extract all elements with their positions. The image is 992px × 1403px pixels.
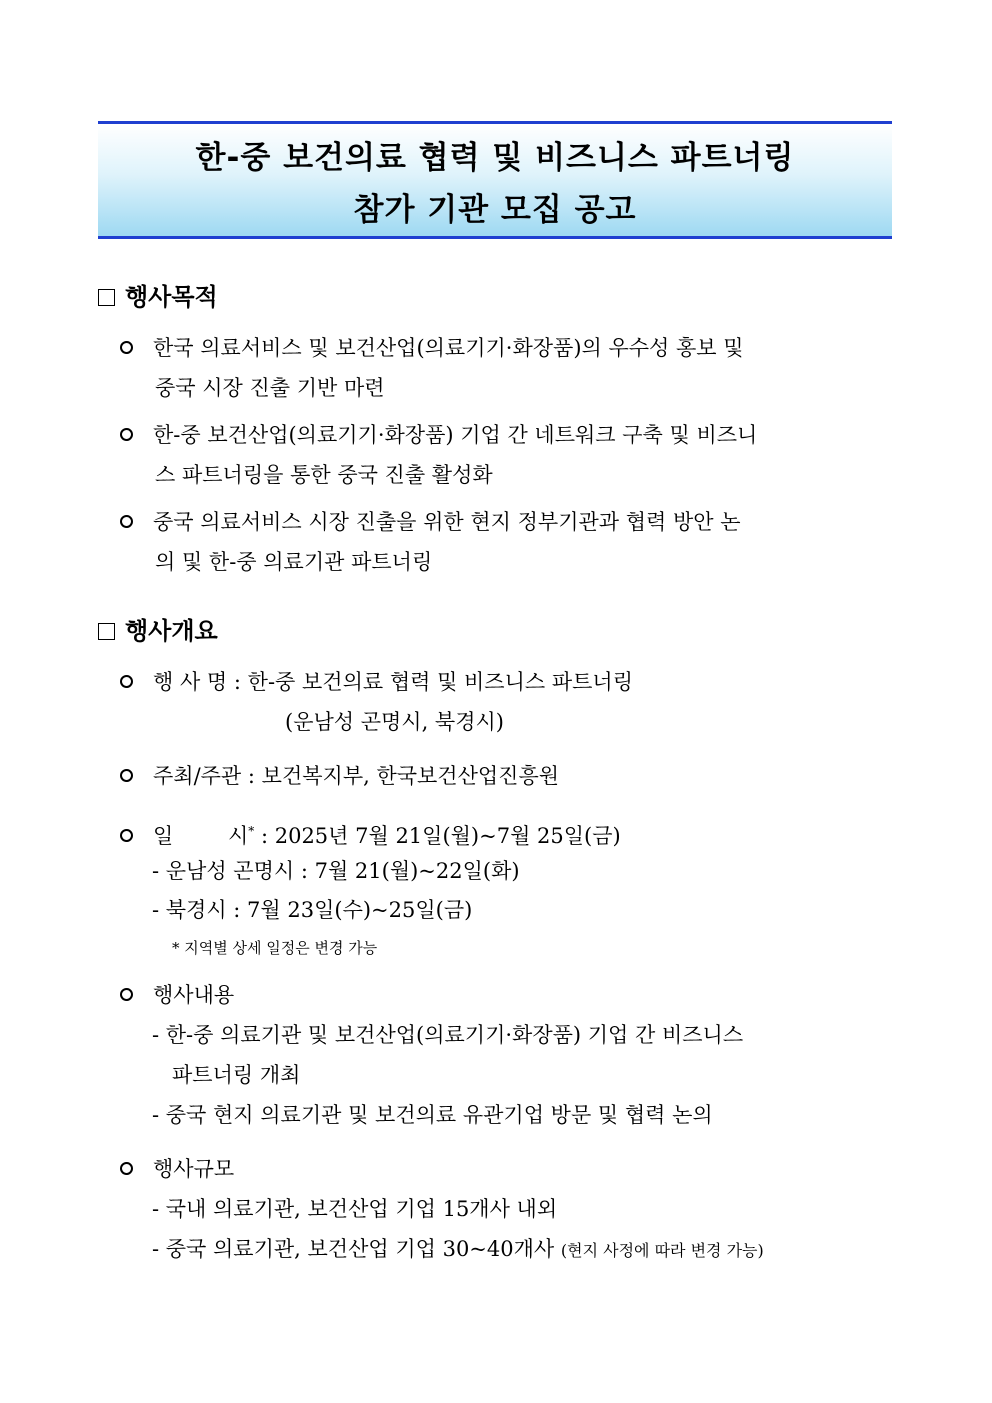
event-location: (운남성 곤명시, 북경시) — [285, 710, 504, 734]
circle-bullet-icon — [120, 829, 133, 842]
list-item-continuation: 의 및 한-중 의료기관 파트너링 — [155, 550, 433, 574]
event-name-row: 행 사 명 : 한-중 보건의료 협력 및 비즈니스 파트너링 — [120, 662, 900, 702]
circle-bullet-icon — [120, 1162, 133, 1175]
host-row: 주최/주관 : 보건복지부, 한국보건산업진흥원 — [120, 756, 900, 796]
list-item: 한국 의료서비스 및 보건산업(의료기기·화장품)의 우수성 홍보 및 — [120, 328, 900, 368]
circle-bullet-icon — [120, 769, 133, 782]
circle-bullet-icon — [120, 988, 133, 1001]
square-bullet-icon — [98, 289, 115, 306]
date-note: * 지역별 상세 일정은 변경 가능 — [172, 939, 378, 957]
circle-bullet-icon — [120, 428, 133, 441]
date-row: 일 시* : 2025년 7월 21일(월)~7월 25일(금) — [120, 811, 900, 856]
title-line-1: 한-중 보건의료 협력 및 비즈니스 파트너링 — [195, 140, 795, 176]
circle-bullet-icon — [120, 515, 133, 528]
content-detail-1-continuation: 파트너링 개최 — [172, 1063, 301, 1087]
list-item: 한-중 보건산업(의료기기·화장품) 기업 간 네트워크 구축 및 비즈니 — [120, 415, 900, 455]
list-item-continuation: 스 파트너링을 통한 중국 진출 활성화 — [155, 463, 493, 487]
title-line-2: 참가 기관 모집 공고 — [353, 192, 637, 228]
scale-detail-2: - 중국 의료기관, 보건산업 기업 30~40개사 (현지 사정에 따라 변경 가능) — [152, 1237, 764, 1261]
title-box — [98, 121, 892, 239]
scale-detail-1: - 국내 의료기관, 보건산업 기업 15개사 내외 — [152, 1197, 558, 1221]
list-item-continuation: 중국 시장 진출 기반 마련 — [155, 376, 385, 400]
square-bullet-icon — [98, 623, 115, 640]
content-row: 행사내용 — [120, 975, 900, 1015]
date-detail-beijing: - 북경시 : 7월 23일(수)~25일(금) — [152, 898, 473, 922]
section-heading-purpose: 행사목적 — [98, 282, 218, 312]
circle-bullet-icon — [120, 341, 133, 354]
scale-row: 행사규모 — [120, 1149, 900, 1189]
list-item: 중국 의료서비스 시장 진출을 위한 현지 정부기관과 협력 방안 논 — [120, 502, 900, 542]
date-detail-kunming: - 운남성 곤명시 : 7월 21(월)~22일(화) — [152, 859, 520, 883]
circle-bullet-icon — [120, 675, 133, 688]
section-heading-overview: 행사개요 — [98, 616, 218, 646]
content-detail-1: - 한-중 의료기관 및 보건산업(의료기기·화장품) 기업 간 비즈니스 — [152, 1023, 744, 1047]
scale-detail-2-note: (현지 사정에 따라 변경 가능) — [560, 1241, 764, 1260]
content-detail-2: - 중국 현지 의료기관 및 보건의료 유관기업 방문 및 협력 논의 — [152, 1103, 713, 1127]
